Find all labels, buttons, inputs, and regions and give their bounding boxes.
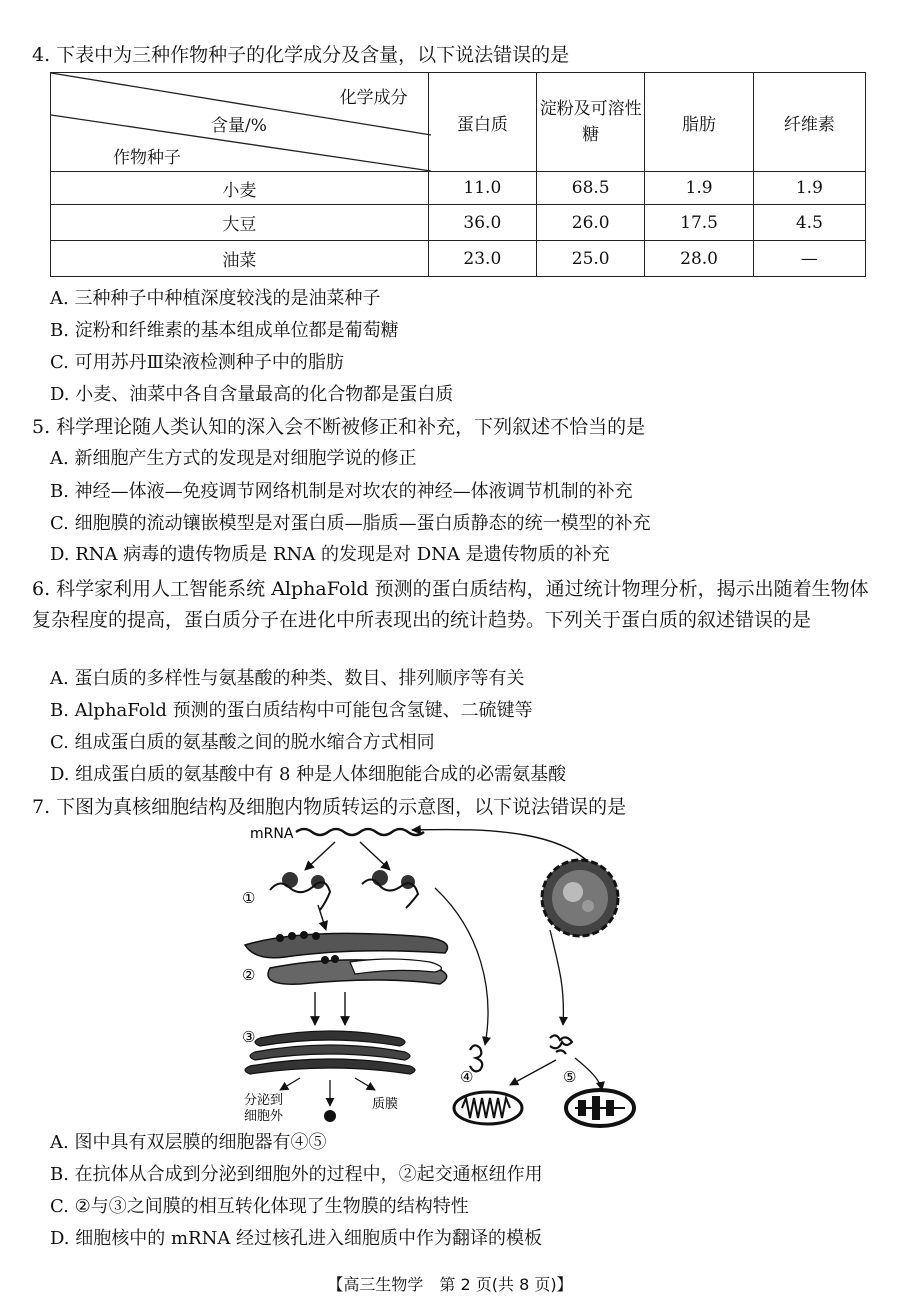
column-header: 蛋白质 [428, 73, 536, 172]
row-label: 油菜 [51, 241, 429, 277]
table-cell: 36.0 [428, 205, 536, 241]
table-cell: 68.5 [537, 172, 645, 205]
q6-stem: 6. 科学家利用人工智能系统 AlphaFold 预测的蛋白质结构，通过统计物理分析，揭示出随着生物体复杂程度的提高，蛋白质分子在进化中所表现出的统计趋势。下列关于蛋白质的叙述错误的是 [32, 578, 869, 631]
table-row [51, 241, 866, 277]
table-cell: 1.9 [753, 172, 865, 205]
table-cell: 4.5 [753, 205, 865, 241]
table-row [51, 172, 866, 205]
column-header: 淀粉及可溶性糖 [537, 73, 645, 172]
q5-option-b: B. 神经—体液—免疫调节网络机制是对坎农的神经—体液调节机制的补充 [50, 481, 633, 502]
q6-option-c: C. 组成蛋白质的氨基酸之间的脱水缩合方式相同 [50, 732, 435, 753]
table-row [51, 205, 866, 241]
table-cell: 25.0 [537, 241, 645, 277]
arrow-to-chloroplast [575, 1058, 602, 1090]
table-cell: 28.0 [645, 241, 753, 277]
arrow-mrna-to-ribosome-1 [305, 842, 335, 870]
nucleus [542, 860, 618, 936]
q7-option-b: B. 在抗体从合成到分泌到细胞外的过程中，②起交通枢纽作用 [50, 1164, 543, 1185]
label-5: ⑤ [563, 1068, 577, 1086]
q7-option-d: D. 细胞核中的 mRNA 经过核孔进入细胞质中作为翻译的模板 [50, 1228, 543, 1249]
table-cell: 11.0 [428, 172, 536, 205]
table-corner-cell [51, 73, 429, 172]
table-cell: 17.5 [645, 205, 753, 241]
arrow-mrna-to-ribosome-2 [360, 842, 390, 870]
arrow-to-protein-1 [435, 888, 488, 1045]
table-cell: 23.0 [428, 241, 536, 277]
column-header: 纤维素 [753, 73, 865, 172]
mitochondrion [454, 1092, 522, 1124]
label-plasma-membrane: 质膜 [372, 1097, 399, 1112]
chloroplast [566, 1090, 634, 1126]
q4-option-a: A. 三种种子中种植深度较浅的是油菜种子 [50, 288, 381, 309]
corner-header-bottom: 作物种子 [113, 148, 181, 168]
label-secrete-1: 分泌到 [244, 1093, 284, 1108]
seed-composition-table [50, 72, 866, 277]
q4-option-c: C. 可用苏丹Ⅲ染液检测种子中的脂肪 [50, 352, 344, 373]
q4-option-b: B. 淀粉和纤维素的基本组成单位都是葡萄糖 [50, 320, 399, 341]
arrow-secrete [280, 1078, 300, 1090]
mrna-label: mRNA [250, 826, 294, 842]
q4-option-d: D. 小麦、油菜中各自含量最高的化合物都是蛋白质 [50, 384, 454, 405]
page-footer: 【高三生物学 第 2 页(共 8 页)】 [327, 1275, 573, 1294]
corner-header-middle: 含量/% [211, 116, 267, 136]
rough-er [245, 931, 448, 984]
q7-option-c: C. ②与③之间膜的相互转化体现了生物膜的结构特性 [50, 1196, 469, 1217]
table-cell: 1.9 [645, 172, 753, 205]
cell-transport-figure [230, 820, 670, 1130]
table-cell: — [753, 241, 865, 277]
label-secrete-2: 细胞外 [244, 1109, 284, 1124]
q7-option-a: A. 图中具有双层膜的细胞器有④⑤ [50, 1132, 327, 1153]
corner-header-top: 化学成分 [339, 88, 408, 108]
q4-stem: 4. 下表中为三种作物种子的化学成分及含量，以下说法错误的是 [32, 44, 570, 66]
q7-stem: 7. 下图为真核细胞结构及细胞内物质转运的示意图，以下说法错误的是 [32, 796, 627, 818]
free-ribosome-2 [362, 870, 418, 908]
label-2: ② [242, 966, 256, 984]
column-header: 脂肪 [645, 73, 753, 172]
label-1: ① [242, 889, 256, 907]
golgi-apparatus [245, 1031, 415, 1074]
arrow-membrane [355, 1078, 375, 1090]
free-ribosome-1 [270, 872, 330, 910]
q6-option-d: D. 组成蛋白质的氨基酸中有 8 种是人体细胞能合成的必需氨基酸 [50, 764, 567, 785]
mrna-strand [296, 829, 424, 835]
label-3: ③ [242, 1028, 256, 1046]
label-4: ④ [460, 1068, 474, 1086]
row-label: 大豆 [51, 205, 429, 241]
q6-option-a: A. 蛋白质的多样性与氨基酸的种类、数目、排列顺序等有关 [50, 668, 525, 689]
arrow-to-mitochondrion [510, 1060, 556, 1085]
protein-2 [550, 1035, 572, 1054]
q5-option-a: A. 新细胞产生方式的发现是对细胞学说的修正 [50, 448, 417, 469]
q6-option-b: B. AlphaFold 预测的蛋白质结构中可能包含氢键、二硫键等 [50, 700, 533, 721]
q5-option-d: D. RNA 病毒的遗传物质是 RNA 的发现是对 DNA 是遗传物质的补充 [50, 544, 610, 565]
row-label: 小麦 [51, 172, 429, 205]
q5-option-c: C. 细胞膜的流动镶嵌模型是对蛋白质—脂质—蛋白质静态的统一模型的补充 [50, 513, 651, 534]
table-cell: 26.0 [537, 205, 645, 241]
arrow-nucleus-to-protein [550, 930, 563, 1025]
q5-stem: 5. 科学理论随人类认知的深入会不断被修正和补充，下列叙述不恰当的是 [32, 416, 646, 438]
secretory-vesicle [324, 1110, 336, 1122]
